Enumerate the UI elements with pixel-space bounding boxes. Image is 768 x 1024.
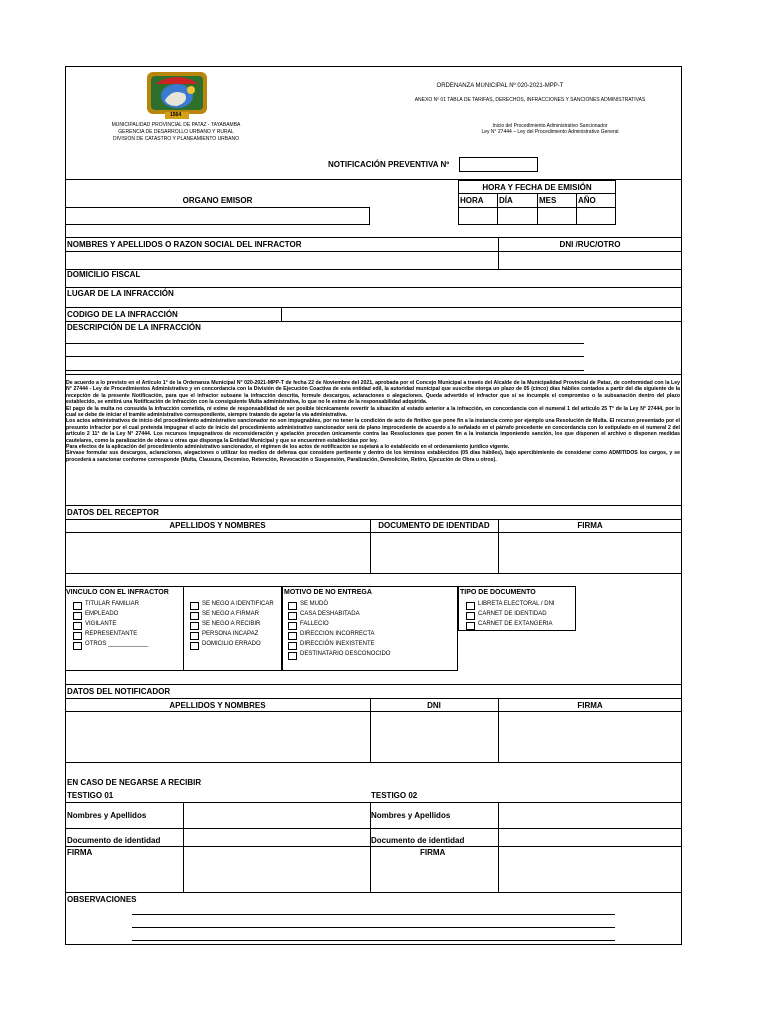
- lugar-field[interactable]: [66, 298, 681, 306]
- option-nego-recibir: SE NEGO A RECIBIR: [202, 621, 261, 627]
- checkbox-persona-incapaz[interactable]: [190, 632, 199, 640]
- option-direccion-incorrecta: DIRECCION INCORRECTA: [300, 631, 375, 637]
- checkbox-nego-recibir[interactable]: [190, 622, 199, 630]
- checkbox-otros[interactable]: [73, 642, 82, 650]
- logo-year: 1564: [170, 112, 182, 118]
- ordinance-title: ORDENANZA MUNICIPAL Nº 020-2021-MPP-T: [436, 83, 564, 89]
- testigo-1-title: TESTIGO 01: [67, 791, 114, 800]
- notificador-col-dni: DNI: [427, 701, 441, 710]
- testigo-1-firma-label: FIRMA: [67, 848, 93, 857]
- descripcion-label: DESCRIPCIÓN DE LA INFRACCIÓN: [67, 323, 201, 332]
- codigo-field[interactable]: [282, 308, 680, 320]
- domicilio-label: DOMICILIO FISCAL: [67, 270, 141, 279]
- receptor-doc-field[interactable]: [371, 533, 497, 572]
- codigo-label: CODIGO DE LA INFRACCIÓN: [67, 310, 178, 319]
- org-line-1: MUNICIPALIDAD PROVINCIAL DE PATAZ - TAYABAMBA: [111, 122, 241, 128]
- checkbox-carnet-extranjeria[interactable]: [466, 622, 475, 630]
- procedure-line-1: Inicio del Procedimiento Administrativo Sancionador: [492, 123, 608, 129]
- notificador-firma-field[interactable]: [499, 712, 681, 761]
- checkbox-empleado[interactable]: [73, 612, 82, 620]
- checkbox-titular-familiar[interactable]: [73, 602, 82, 610]
- notification-number-field[interactable]: [459, 157, 538, 172]
- testigo-1-names-label: Nombres y Apellidos: [67, 811, 147, 820]
- observaciones-line-1[interactable]: [132, 914, 615, 915]
- option-nego-firmar: SE NEGO A FIRMAR: [202, 611, 260, 617]
- checkbox-nego-identificar[interactable]: [190, 602, 199, 610]
- checkbox-destinatario-desconocido[interactable]: [288, 652, 297, 660]
- receptor-names-field[interactable]: [66, 533, 369, 572]
- emission-col-mes: MES: [539, 196, 557, 205]
- observaciones-label: OBSERVACIONES: [67, 895, 137, 904]
- option-representante: REPRESENTANTE: [85, 631, 138, 637]
- receptor-col-names: APELLIDOS Y NOMBRES: [169, 521, 266, 530]
- descripcion-line-2[interactable]: [66, 356, 584, 357]
- testigo-2-names-label: Nombres y Apellidos: [371, 811, 451, 820]
- checkbox-vigilante[interactable]: [73, 622, 82, 630]
- option-titular-familiar: TITULAR FAMILIAR: [85, 601, 140, 607]
- organo-emisor-label: ORGANO EMISOR: [182, 196, 253, 205]
- testigo-1-doc-label: Documento de identidad: [67, 836, 161, 845]
- emission-col-dia: DÍA: [499, 196, 513, 205]
- notificador-names-field[interactable]: [66, 712, 369, 761]
- legal-paragraph-2: El pago de la multa no consuida la infracción cometida, ni exime de responsabilidad de ser posible técnicamente revertir la situación al estado anterior a la infracción, en concordancia con el numeral 1 del artículo 25 T° de la Ley N° 27444, por lo cual se debe de iniciar el tramite administrativo correspondiente, siempre tratando de agotar la vía administrativa.: [66, 405, 680, 419]
- procedure-line-2: Ley N° 27444 – Ley del Procedimiento Administrativo General: [481, 129, 619, 135]
- emission-dia-field[interactable]: [498, 208, 536, 224]
- testigo-2-names-field[interactable]: [499, 803, 681, 827]
- motivo-title: MOTIVO DE NO ENTREGA: [284, 589, 372, 596]
- notificador-col-firma: FIRMA: [577, 701, 603, 710]
- testigo-1-firma-field[interactable]: [184, 847, 369, 891]
- emission-hora-field[interactable]: [459, 208, 496, 224]
- testigo-2-doc-field[interactable]: [499, 829, 681, 845]
- option-nego-identificar: SE NEGO A IDENTIFICAR: [202, 601, 274, 607]
- legal-paragraph-5: Sírvase formular sus descargos, aclaraciones, alegaciones o utilizar los medios de defensa que considere pertinente y dentro de los términos establecidos (05 días hábiles), bajo apercibimiento de considerar como ADMITIDOS los cargos, y se procederá a sancionar conforme corresponde (Multa, Clausura, Decomiso, Retención, Revocación o Suspensión, Paralización, Demolición, Retiro, Ejecución de Obra u otros).: [66, 450, 680, 463]
- legal-paragraph-4: Para efectos de la aplicación del procedimiento administrativo sancionador, el régimen de los actos de notificación se sujetará a lo establecido en el ordenamiento jurídico vigente.: [66, 444, 510, 451]
- domicilio-field[interactable]: [66, 279, 681, 286]
- tipo-doc-title: TIPO DE DOCUMENTO: [460, 589, 536, 596]
- testigo-2-title: TESTIGO 02: [371, 791, 418, 800]
- receptor-col-doc: DOCUMENTO DE IDENTIDAD: [378, 521, 490, 530]
- emission-title: HORA Y FECHA DE EMISIÓN: [482, 183, 592, 192]
- emission-mes-field[interactable]: [538, 208, 575, 224]
- lugar-label: LUGAR DE LA INFRACCIÓN: [67, 289, 174, 298]
- testigo-1-doc-field[interactable]: [184, 829, 369, 845]
- receptor-section-title: DATOS DEL RECEPTOR: [67, 508, 159, 517]
- infractor-dni-field[interactable]: [499, 252, 681, 269]
- option-otros: OTROS ____________: [85, 641, 149, 647]
- testigo-2-doc-label: Documento de identidad: [371, 836, 465, 845]
- notificador-dni-field[interactable]: [371, 712, 497, 761]
- emission-col-anio: AÑO: [578, 196, 596, 205]
- vinculo-box: [65, 586, 282, 671]
- descripcion-line-3[interactable]: [66, 370, 584, 371]
- option-carnet-identidad: CARNET DE IDENTIDAD: [478, 611, 547, 617]
- option-fallecio: FALLECIO: [300, 621, 329, 627]
- option-direccion-inexistente: DIRECCIÓN INEXISTENTE: [300, 641, 375, 647]
- org-line-2: GERENCIA DE DESARROLLO URBANO Y RURAL: [118, 129, 234, 135]
- option-libreta-dni: LIBRETA ELECTORAL / DNI: [478, 601, 555, 607]
- legal-text: [66, 380, 680, 463]
- emission-col-hora: HORA: [460, 196, 484, 205]
- observaciones-line-3[interactable]: [132, 940, 615, 941]
- org-name: [86, 122, 266, 143]
- descripcion-line-1[interactable]: [66, 343, 584, 344]
- infractor-dni-label: DNI /RUC/OTRO: [559, 240, 621, 249]
- option-carnet-extranjeria: CARNET DE EXTANGERIA: [478, 621, 553, 627]
- organo-emisor-field[interactable]: [65, 207, 370, 225]
- option-se-mudo: SE MUDÓ: [300, 601, 329, 607]
- receptor-firma-field[interactable]: [499, 533, 681, 572]
- infractor-names-field[interactable]: [66, 252, 497, 269]
- checkbox-representante[interactable]: [73, 632, 82, 640]
- option-persona-incapaz: PERSONA INCAPAZ: [202, 631, 259, 637]
- testigo-1-names-field[interactable]: [184, 803, 369, 827]
- option-empleado: EMPLEADO: [85, 611, 119, 617]
- infractor-names-label: NOMBRES Y APELLIDOS O RAZON SOCIAL DEL INFRACTOR: [67, 240, 302, 249]
- observaciones-line-2[interactable]: [132, 927, 615, 928]
- checkbox-casa-deshabitada[interactable]: [288, 612, 297, 620]
- checkbox-domicilio-errado[interactable]: [190, 642, 199, 650]
- notification-title: NOTIFICACIÓN PREVENTIVA Nº: [328, 160, 450, 169]
- option-casa-deshabitada: CASA DESHABITADA: [300, 611, 360, 617]
- testigo-2-firma-field[interactable]: [499, 847, 681, 891]
- notificador-section-title: DATOS DEL NOTIFICADOR: [67, 687, 171, 696]
- emission-anio-field[interactable]: [577, 208, 615, 224]
- checkbox-nego-firmar[interactable]: [190, 612, 199, 620]
- checkbox-fallecio[interactable]: [288, 622, 297, 630]
- motivo-box: [282, 586, 458, 671]
- checkbox-libreta-dni[interactable]: [466, 602, 475, 610]
- checkbox-direccion-inexistente[interactable]: [288, 642, 297, 650]
- annex-title: ANEXO Nº 01 TABLA DE TARIFAS, DERECHOS, INFRACCIONES Y SANCIONES ADMINISTRATIVAS: [414, 97, 646, 103]
- testigos-section-title: EN CASO DE NEGARSE A RECIBIR: [67, 778, 202, 787]
- option-destinatario-desconocido: DESTINATARIO DESCONOCIDO: [300, 651, 391, 657]
- checkbox-carnet-identidad[interactable]: [466, 612, 475, 620]
- legal-paragraph-1: De acuerdo a lo previsto en el Artículo 1° de la Ordenanza Municipal N° 020-2021-MPP-T de fecha 22 de Noviembre del 2021, aprobada por el Concejo Municipal a través del Alcalde de la Municipalidad Provincial de Pataz, de conformidad con la Ley N° 27444 - Ley de Procedimientos Administrativo y en concordancia con la División de Ejecución Coactiva de esta entidad edil, la autoridad municipal que suscribe otorga un plazo de 05 (cinco) días hábiles contados a partir del día siguiente de la recepción de la presente Notificación, para que el infractor subsane la infracción descrita, formule descargos, aclaraciones o alegaciones. Queda advertido el infractor que si se incumple el compromiso o la subsanación dentro del plazo establecido, se emitirá una Notificación de Infracción con la consiguiente Multa administrativa, lo que no le exime de la responsabilidad adquirida.: [66, 380, 680, 406]
- notificador-col-names: APELLIDOS Y NOMBRES: [169, 701, 266, 710]
- org-line-3: DIVISION DE CATASTRO Y PLANEAMIENTO URBANO: [113, 136, 239, 142]
- vinculo-title: VINCULO CON EL INFRACTOR: [66, 589, 169, 596]
- option-domicilio-errado: DOMICILIO ERRADO: [202, 641, 261, 647]
- checkbox-se-mudo[interactable]: [288, 602, 297, 610]
- receptor-col-firma: FIRMA: [577, 521, 603, 530]
- testigo-2-firma-label: FIRMA: [420, 848, 446, 857]
- legal-paragraph-3: Los actos administrativos de inicio del procedimiento administrativo sancionador no son impugnables, por no tener la condición de acto de ﬁnitivo que pone ﬁn a la instancia como por ejemplo una Resolución de Multa. El recurso presentado por el presunto infractor por el cual pretenda impugnar el acto de inicio del procedimiento administrativo sancionador será de plano improcedente de acuerdo a lo señalado en el párrafo precedente en concordancia con lo estipulado en el numeral 2 del artículo 2 11° de la Ley N° 27444. Los recursos impugnativos de reconsideración y apelación proceden únicamente contra las Resoluciones que ponen ﬁn a la instancia imponiendo sanción, los que disponen el archivo o disponen medidas cautelares, como la paralización de obras u otras que disponga la Entidad Municipal y que se encuentren establecidas por ley.: [66, 418, 680, 444]
- checkbox-direccion-incorrecta[interactable]: [288, 632, 297, 640]
- option-vigilante: VIGILANTE: [85, 621, 117, 627]
